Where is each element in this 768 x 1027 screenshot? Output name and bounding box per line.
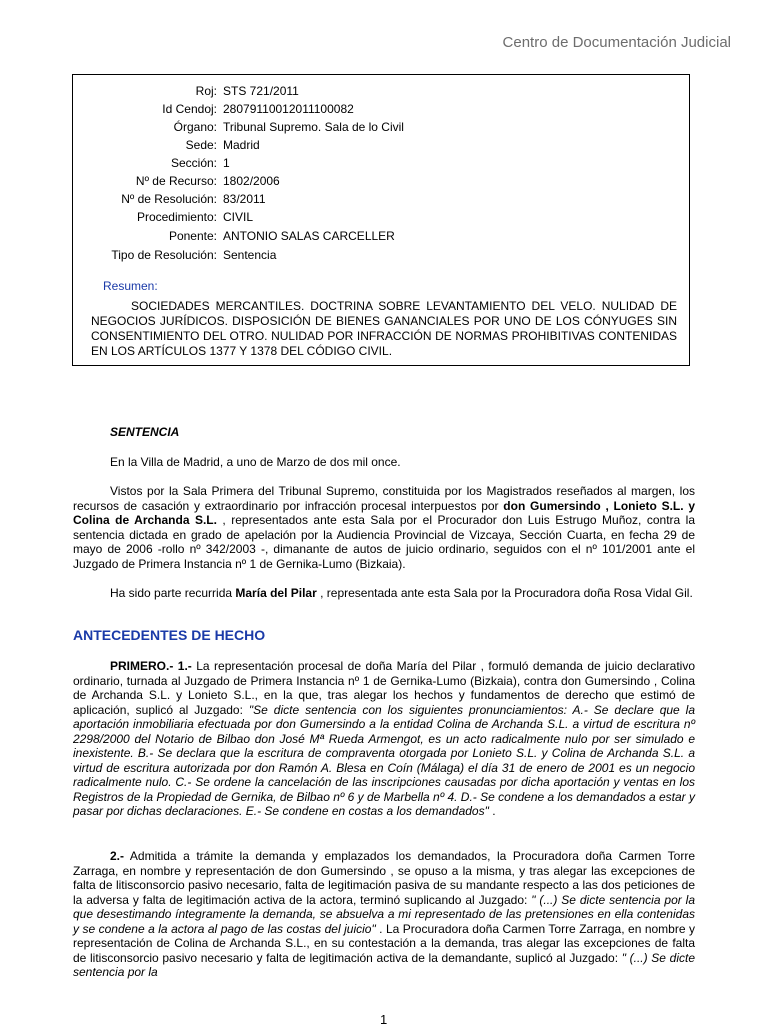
meta-label: Sección: xyxy=(170,156,217,170)
sentencia-title: SENTENCIA xyxy=(110,425,180,439)
meta-label: Ponente: xyxy=(168,229,217,243)
segundo-paragraph xyxy=(73,849,695,980)
meta-value: Tribunal Supremo. Sala de lo Civil xyxy=(223,120,404,134)
meta-value: ANTONIO SALAS CARCELLER xyxy=(223,229,395,243)
place-date: En la Villa de Madrid, a uno de Marzo de dos mil once. xyxy=(110,455,401,469)
primero-quote: "Se dicte sentencia con los siguientes pronunciamientos: A.- Se declare que la aportación inmobiliaria efectuada por don Gumersindo a la entidad Colina de Archanda S.L. a virtud de escritura nº 2298/2000 del Notario de Bilbao don José Mª Rueda Armengot, es un acto radicalmente nulo por ser simulado e inexistente. B.- Se declara que la escritura de compraventa otorgada por Lonieto S.L. y Colina de Archanda S.L. a virtud de escritura autorizada por don Ramón A. Blesa en Coín (Málaga) el día 31 de enero de 2001 es un negocio radicalmente nulo. C.- Se ordene la cancelación de las inscripciones causadas por dicha aportación y ventas en los Registros de la Propiedad de Gernika, de Bilbao nº 6 y de Marbella nº 4. D.- Se condene a los demandados a estar y pasar por dichas declaraciones. E.- Se condene en costas a los demandados" xyxy=(73,702,695,818)
meta-label: Tipo de Resolución: xyxy=(111,248,217,262)
metadata-box xyxy=(72,74,690,366)
segundo-quote-2: " (...) Se dicte sentencia por la xyxy=(73,950,695,979)
primero-end: . xyxy=(488,804,496,818)
recurrida-name: María del Pilar xyxy=(235,586,317,600)
recurrida-paragraph xyxy=(73,586,695,601)
meta-value: 1 xyxy=(223,156,230,170)
meta-value: Sentencia xyxy=(223,248,277,262)
resumen-paragraph: SOCIEDADES MERCANTILES. DOCTRINA SOBRE LEVANTAMIENTO DEL VELO. NULIDAD DE NEGOCIOS JURÍDICOS. DISPOSICIÓN DE BIENES GANANCIALES POR UNO DE LOS CÓNYUGES SIN CONSENTIMIENTO DEL OTRO. NULIDAD POR INFRACCIÓN DE NORMAS PROHIBITIVAS CONTENIDAS EN LOS ARTÍCULOS 1377 Y 1378 DEL CÓDIGO CIVIL. xyxy=(91,299,677,358)
meta-value: CIVIL xyxy=(223,210,254,224)
meta-label: Nº de Recurso: xyxy=(135,174,217,188)
meta-label: Sede: xyxy=(185,138,217,152)
vistos-text: Vistos por la Sala Primera del Tribunal Supremo, constituida por los Magistrados reseñados al margen, los recursos de casación y extraordinario por infracción procesal interpuestos por xyxy=(73,484,695,513)
meta-value: 1802/2006 xyxy=(223,174,280,188)
resumen-text xyxy=(91,299,677,359)
segundo-text-cont: . La Procuradora doña Carmen Torre Zarraga, en nombre y representación de Colina de Archanda S.L., en su contestación a la demanda, tras alegar las excepciones de falta de litisconsorcio pasivo necesario y falta de legitimación activa de la demandante, suplicó al Juzgado: xyxy=(73,921,695,965)
meta-value: STS 721/2011 xyxy=(223,84,299,98)
header-title: Centro de Documentación Judicial xyxy=(502,34,731,51)
segundo-quote: " (...) Se dicte sentencia por la que desestimando íntegramente la demanda, se absuelva a mi representado de las pretensiones en ella contenidas y se condene a la actora al pago de las costas del juicio" xyxy=(73,892,695,936)
meta-label: Nº de Resolución: xyxy=(121,192,217,206)
recurrentes-names: don Gumersindo , Lonieto S.L. y Colina de Archanda S.L. xyxy=(73,498,696,527)
meta-value: Madrid xyxy=(223,138,260,152)
meta-value: 83/2011 xyxy=(223,192,266,206)
segundo-text: Admitida a trámite la demanda y emplazados los demandados, la Procuradora doña Carmen Torre Zarraga, en nombre y representación de don Gumersindo , se opuso a la misma, y tras alegar las excepciones de falta de litisconsorcio pasivo necesario, falta de legitimación pasiva de su mandante respecto a las dos peticiones de la adversa y falta de legitimación activa de la actora, terminó suplicando al Juzgado: xyxy=(73,849,695,907)
place-date-paragraph xyxy=(73,455,695,470)
page-number: 1 xyxy=(380,1012,388,1027)
meta-label: Id Cendoj: xyxy=(162,102,217,116)
recurrida-text: Ha sido parte recurrida xyxy=(110,586,236,600)
recurrida-text-cont: , representada ante esta Sala por la Procuradora doña Rosa Vidal Gil. xyxy=(316,586,693,600)
primero-paragraph xyxy=(73,659,695,819)
meta-label: Roj: xyxy=(195,84,217,98)
meta-label: Órgano: xyxy=(173,120,217,134)
primero-text: La representación procesal de doña María del Pilar , formuló demanda de juicio declarativo ordinario, turnada al Juzgado de Primera Instancia nº 1 de Gernika-Lumo (Bizkaia), contra don Gumersindo , Colina de Archanda S.L. y Lonieto S.L., en la que, tras alegar los hechos y fundamentos de derecho que estimó de aplicación, suplicó al Juzgado: xyxy=(73,659,695,717)
vistos-text-cont: , representados ante esta Sala por el Procurador don Luis Estrugo Muñoz, contra la sentencia dictada en grado de apelación por la Audiencia Provincial de Vizcaya, Sección Cuarta, en fecha 29 de mayo de 2006 -rollo nº 342/2003 -, dimanante de autos de juicio ordinario, seguidos con el nº 101/2001 ante el Juzgado de Primera Instancia nº 1 de Gernika-Lumo (Bizkaia). xyxy=(73,513,696,571)
primero-label: PRIMERO.- 1.- xyxy=(110,659,192,673)
vistos-paragraph xyxy=(73,484,695,571)
meta-value: 28079110012011100082 xyxy=(223,102,354,116)
antecedentes-heading: ANTECEDENTES DE HECHO xyxy=(73,627,266,643)
segundo-label: 2.- xyxy=(110,849,125,863)
resumen-label: Resumen: xyxy=(103,279,158,293)
meta-label: Procedimiento: xyxy=(136,210,217,224)
